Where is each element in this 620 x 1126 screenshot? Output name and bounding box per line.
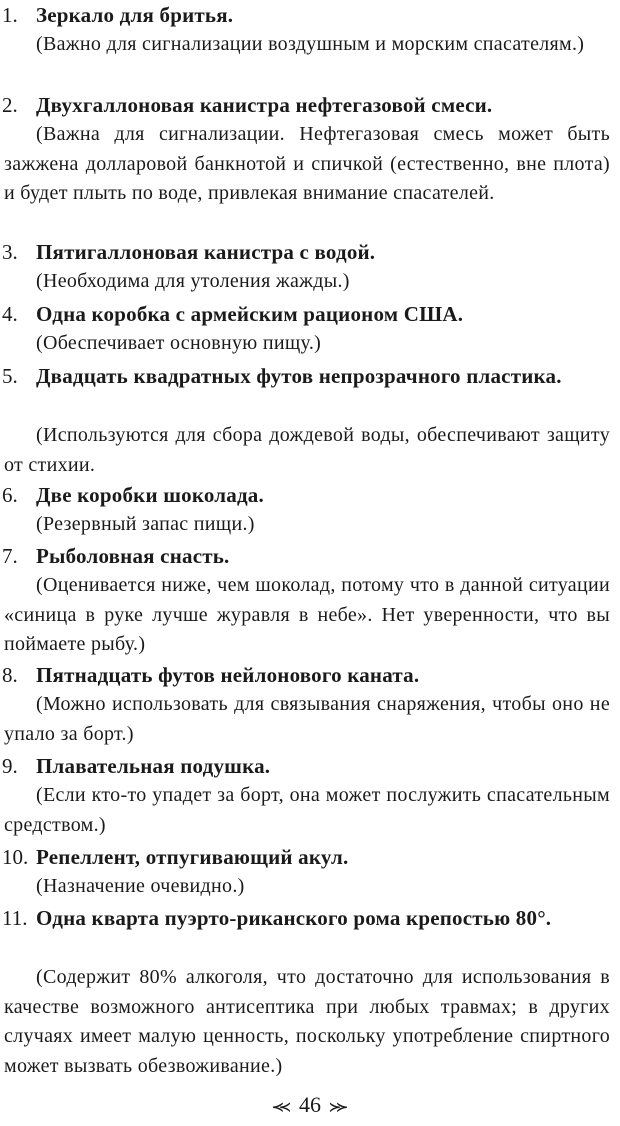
item-note: [4, 30, 610, 60]
item-title: Пятнадцать футов нейлонового каната.: [36, 663, 420, 687]
item-number: 9.: [2, 754, 18, 778]
item-title: Плавательная подушка.: [36, 754, 271, 778]
item-title: Одна коробка с армейским рационом США.: [36, 302, 464, 326]
item-number: 5.: [2, 364, 18, 388]
item-note: [4, 510, 610, 540]
item-note-text: (Важно для сигнализации воздушным и морским спасателям.): [36, 33, 585, 55]
item-number: 3.: [2, 240, 18, 264]
item-note-text: (Резервный запас пищи.): [36, 513, 255, 535]
item-note-text: (Назначение очевидно.): [36, 875, 245, 897]
item-note: [4, 872, 610, 902]
item-note-text: (Важна для сигнализации. Нефтегазовая смесь может быть зажжена долларовой банкнотой и спичкой (естественно, вне плота) и будет плыть по воде, привлекая внимание спасателей.: [4, 123, 610, 204]
item-note-text: (Можно использовать для связывания снаряжения, чтобы оно не упало за борт.): [4, 693, 610, 745]
item-note: [4, 571, 610, 660]
item-note-text: (Используются для сбора дождевой воды, обеспечивают защиту от стихии.: [4, 424, 610, 476]
item-number: 1.: [2, 3, 18, 27]
item-title: Двухгаллоновая канистра нефтегазовой смеси.: [36, 93, 493, 117]
item-number: 7.: [2, 544, 18, 568]
item-number: 8.: [2, 663, 18, 687]
item-note-text: (Если кто-то упадет за борт, она может послужить спасательным средством.): [4, 784, 610, 836]
item-note: [4, 963, 610, 1081]
item-note-text: (Оценивается ниже, чем шоколад, потому что в данной ситуации «синица в руке лучше журавля в небе». Нет уверенности, что вы поймаете рыбу.): [4, 574, 610, 655]
item-number: 6.: [2, 483, 18, 507]
left-arrow-icon: ⪻: [272, 1095, 291, 1117]
item-number: 4.: [2, 302, 18, 326]
item-number: 10.: [2, 845, 29, 869]
page-footer: [0, 1090, 620, 1121]
item-note: [4, 329, 610, 359]
item-title: Одна кварта пуэрто-риканского рома крепостью 80°.: [36, 906, 552, 930]
item-note: [4, 120, 610, 209]
item-title: Зеркало для бритья.: [36, 3, 234, 27]
item-title: Рыболовная снасть.: [36, 544, 230, 568]
item-title: Две коробки шоколада.: [36, 483, 264, 507]
item-note-text: (Содержит 80% алкоголя, что достаточно для использования в качестве возможного антисептика при любых травмах; в других случаях имеет малую ценность, поскольку употребление спиртного может вызвать обезвоживание.): [4, 966, 610, 1077]
item-number: 2.: [2, 93, 18, 117]
item-note-text: (Обеспечивает основную пищу.): [36, 332, 322, 354]
item-title: Репеллент, отпугивающий акул.: [36, 845, 349, 869]
page-number: 46: [299, 1092, 321, 1117]
item-note: [4, 690, 610, 749]
item-note: [4, 267, 610, 297]
item-note: [4, 781, 610, 840]
right-arrow-icon: ⪼: [329, 1095, 348, 1117]
item-title: Пятигаллоновая канистра с водой.: [36, 240, 376, 264]
item-number: 11.: [2, 906, 28, 930]
item-note-text: (Необходима для утоления жажды.): [36, 270, 350, 292]
item-title: Двадцать квадратных футов непрозрачного пластика.: [36, 364, 562, 388]
item-note: [4, 421, 610, 480]
